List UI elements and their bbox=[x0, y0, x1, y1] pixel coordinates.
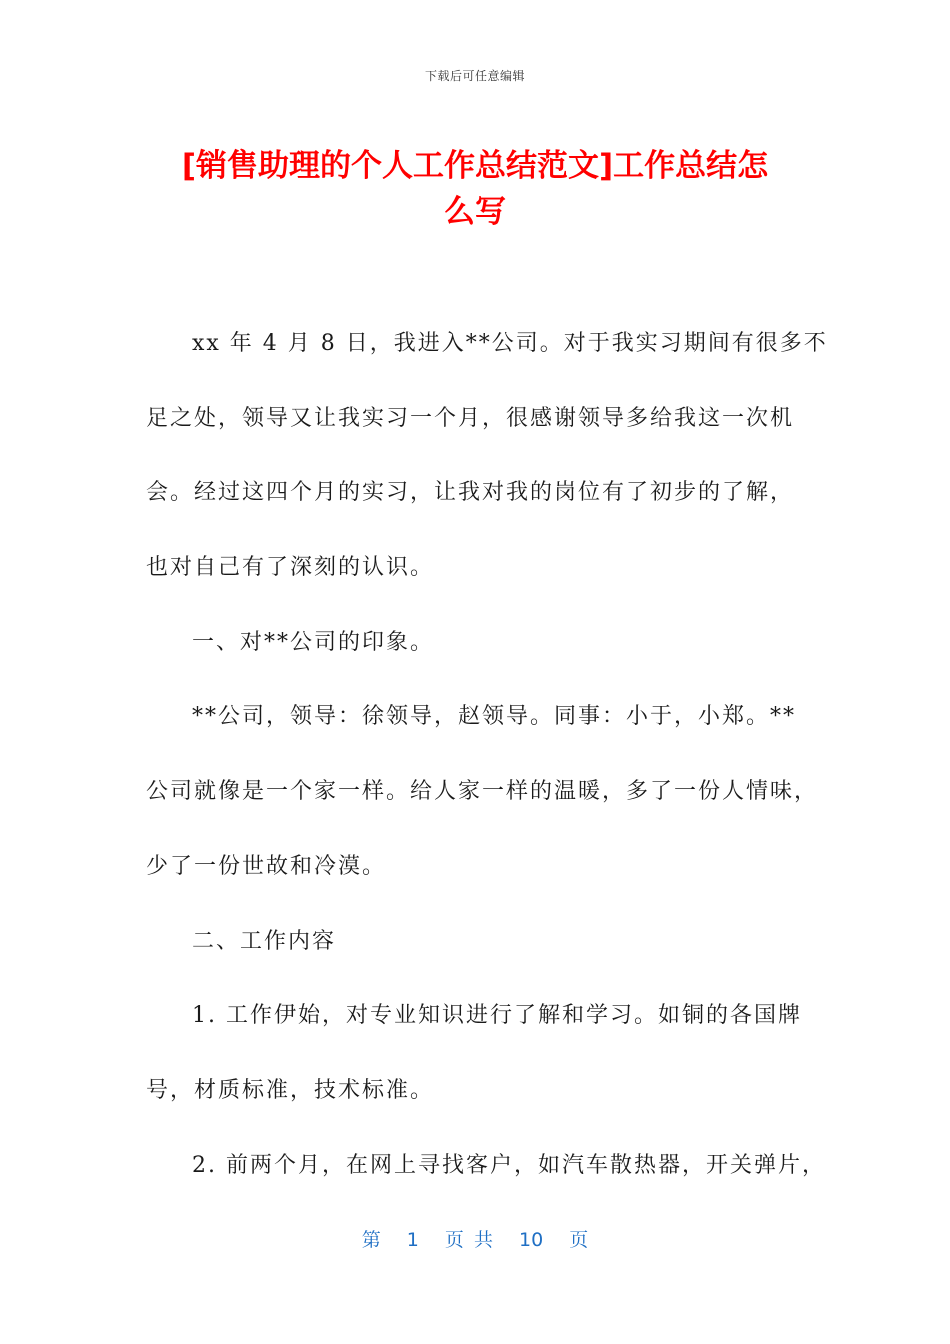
total-label: 页 共 bbox=[444, 1229, 493, 1251]
paragraph-line: xx 年 4 月 8 日，我进入**公司。对于我实习期间有很多不 bbox=[192, 331, 828, 356]
paragraph-line: 号，材质标准，技术标准。 bbox=[146, 1077, 435, 1103]
paragraph-line: **公司，领导：徐领导，赵领导。同事：小于，小郑。** bbox=[192, 704, 797, 730]
paragraph-line: 会。经过这四个月的实习，让我对我的岗位有了初步的了解， bbox=[146, 480, 795, 506]
paragraph-line: 足之处，领导又让我实习一个月，很感谢领导多给我这一次机 bbox=[146, 405, 795, 431]
page-suffix: 页 bbox=[569, 1229, 589, 1251]
header-note: 下载后可任意编辑 bbox=[424, 69, 525, 83]
list-item: 2. 前两个月，在网上寻找客户，如汽车散热器，开关弹片， bbox=[192, 1152, 826, 1178]
paragraph-line: 少了一份世故和冷漠。 bbox=[146, 853, 387, 879]
page-number: 1 bbox=[406, 1229, 419, 1251]
total-pages: 10 bbox=[519, 1229, 544, 1251]
title-line-1: [销售助理的个人工作总结范文]工作总结怎 bbox=[181, 148, 769, 184]
section-heading: 一、对**公司的印象。 bbox=[192, 629, 435, 655]
page-footer bbox=[0, 1225, 950, 1252]
list-item: 1. 工作伊始，对专业知识进行了解和学习。如铜的各国牌 bbox=[192, 1003, 802, 1029]
paragraph-line: 也对自己有了深刻的认识。 bbox=[146, 555, 435, 581]
document-title bbox=[130, 143, 820, 235]
paragraph-line: 公司就像是一个家一样。给人家一样的温暖，多了一份人情味， bbox=[146, 779, 819, 805]
title-line-2: 么写 bbox=[444, 194, 506, 230]
section-heading: 二、工作内容 bbox=[192, 928, 337, 954]
page-label: 第 bbox=[361, 1229, 381, 1251]
document-body bbox=[146, 327, 828, 1223]
